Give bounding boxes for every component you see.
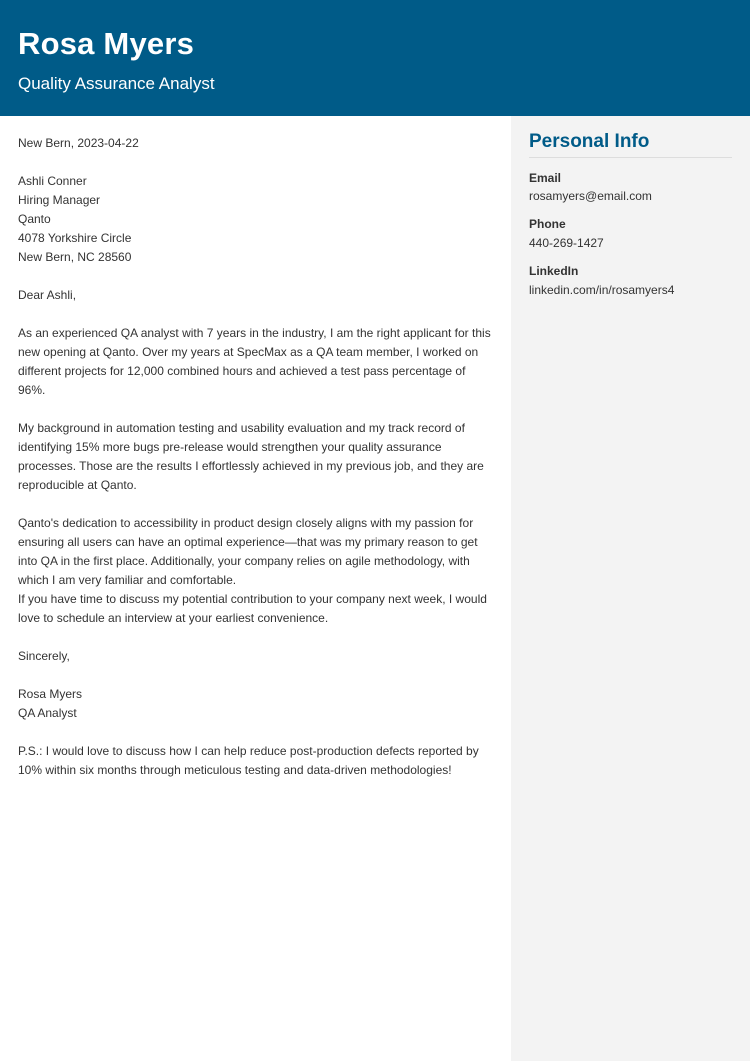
closing: Sincerely,	[18, 649, 70, 663]
email-label: Email	[529, 171, 562, 185]
signature-block	[18, 685, 496, 723]
recipient-city: New Bern, NC 28560	[18, 250, 132, 264]
paragraph-4: If you have time to discuss my potential contribution to your company next week, I would love to schedule an interview at your earliest convenience.	[18, 592, 487, 625]
sidebar-heading: Personal Info	[529, 131, 732, 158]
paragraph-2: My background in automation testing and usability evaluation and my track record of identifying 15% more bugs pre-release would strengthen your quality assurance processes. Those are the results I effortlessly achieved in my previous job, and they are reproducible at Qanto.	[18, 421, 484, 492]
header-banner	[0, 0, 750, 116]
paragraph-3: Qanto's dedication to accessibility in product design closely aligns with my passion for ensuring all users can have an optimal experience—that was my primary reason to get into QA in the first place. Additionally, your company relies on agile methodology, with which I am very familiar and comfortable.	[18, 516, 478, 587]
applicant-title: Quality Assurance Analyst	[18, 74, 215, 93]
letter-body	[18, 134, 496, 799]
paragraph-1: As an experienced QA analyst with 7 years in the industry, I am the right applicant for this new opening at Qanto. Over my years at SpecMax as a QA team member, I worked on different projects for 12,000 combined hours and achieved a test pass percentage of 96%.	[18, 326, 491, 397]
signature-title: QA Analyst	[18, 706, 77, 720]
paragraph-3-block	[18, 514, 496, 628]
date-line: New Bern, 2023-04-22	[18, 136, 139, 150]
phone-label: Phone	[529, 217, 566, 231]
signature-name: Rosa Myers	[18, 687, 83, 701]
phone-value[interactable]: 440-269-1427	[529, 236, 604, 250]
recipient-role: Hiring Manager	[18, 193, 101, 207]
linkedin-label: LinkedIn	[529, 264, 579, 278]
linkedin-value[interactable]: linkedin.com/in/rosamyers4	[529, 283, 675, 297]
applicant-name: Rosa Myers	[18, 26, 195, 61]
recipient-name: Ashli Conner	[18, 174, 87, 188]
postscript: P.S.: I would love to discuss how I can help reduce post-production defects reported by 10% within six months through meticulous testing and data-driven methodologies!	[18, 744, 479, 777]
recipient-company: Qanto	[18, 212, 51, 226]
sidebar	[511, 116, 750, 1061]
recipient-street: 4078 Yorkshire Circle	[18, 231, 132, 245]
recipient-block	[18, 172, 496, 267]
greeting: Dear Ashli,	[18, 288, 77, 302]
email-value[interactable]: rosamyers@email.com	[529, 189, 652, 203]
